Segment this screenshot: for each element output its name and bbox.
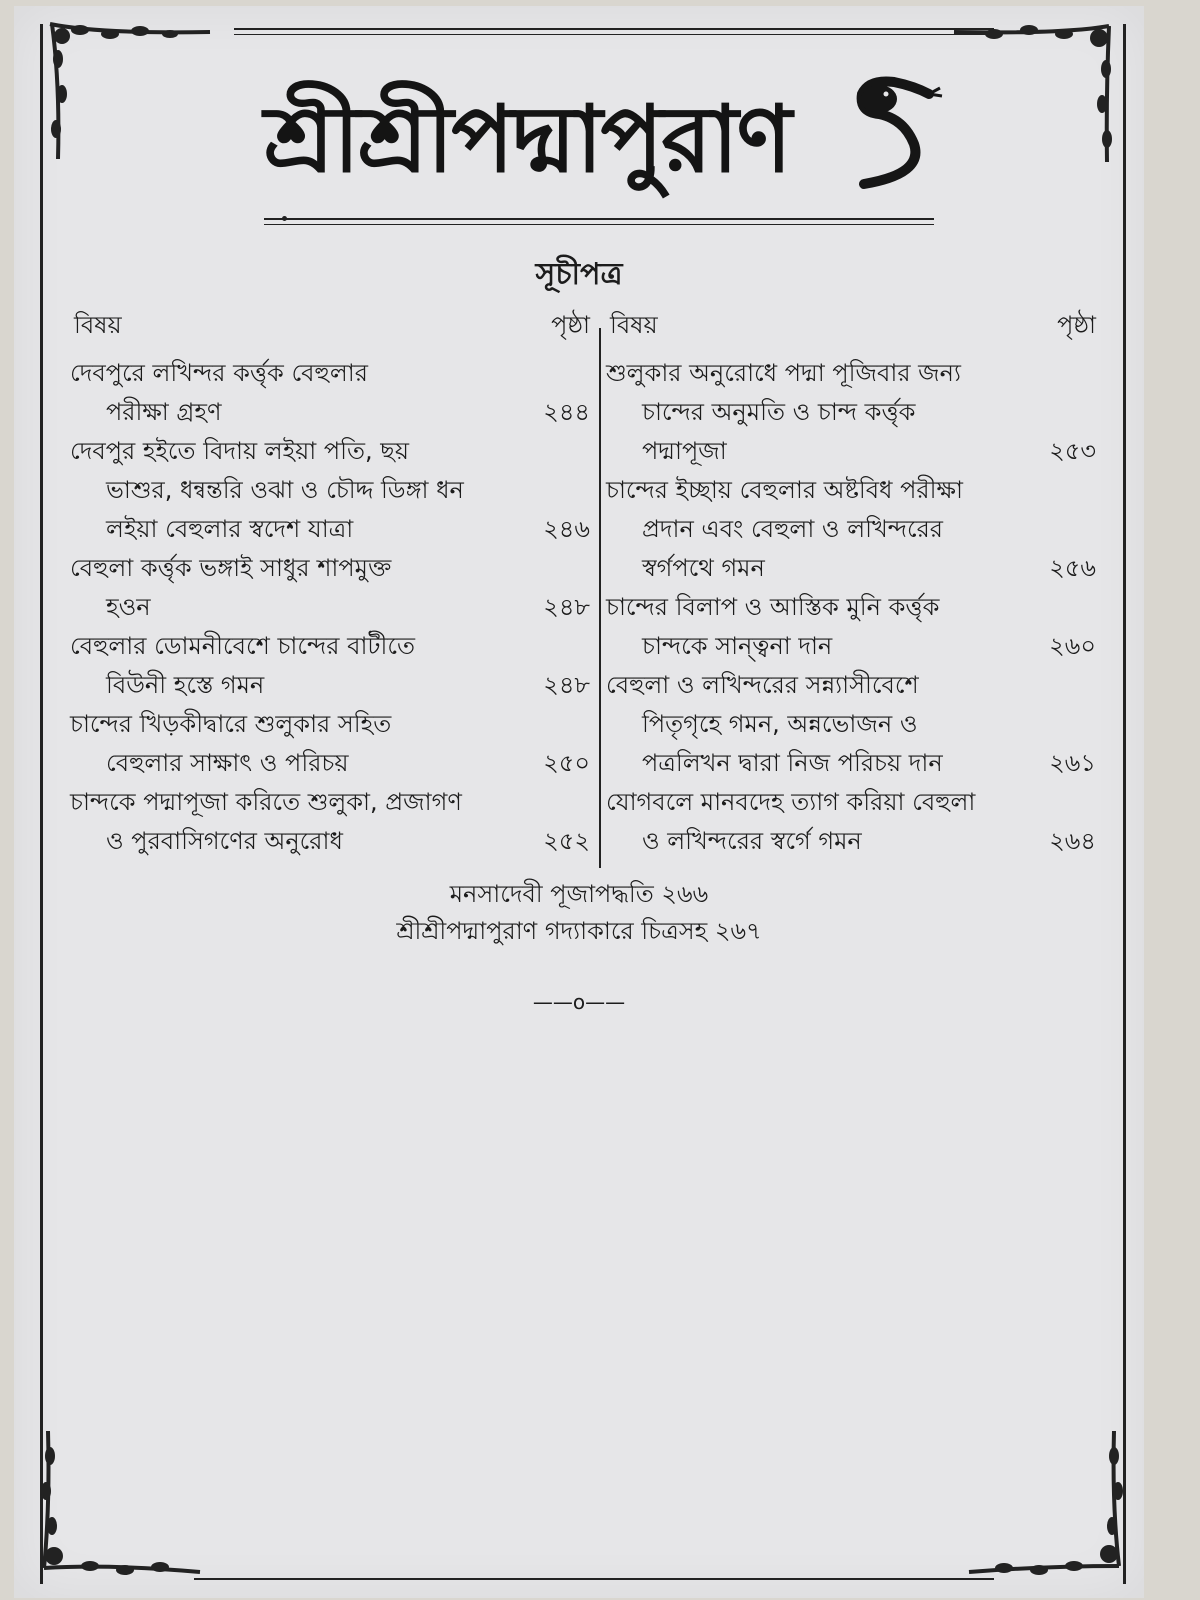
column-divider bbox=[599, 328, 601, 868]
page-header: পৃষ্ঠা bbox=[551, 311, 590, 339]
toc-page-number: ২৬১ bbox=[1049, 749, 1096, 777]
toc-entry bbox=[70, 354, 590, 432]
toc-entry-line: পরীক্ষা গ্রহণ bbox=[106, 398, 222, 426]
footer-line-puja: মনসাদেবী পূজাপদ্ধতি ২৬৬ bbox=[449, 880, 709, 908]
footer-line-prose: শ্রীশ্রীপদ্মাপুরাণ গদ্যাকারে চিত্রসহ ২৬৭ bbox=[396, 917, 762, 945]
toc-entry-line: চান্দকে পদ্মাপূজা করিতে শুলুকা, প্রজাগণ bbox=[70, 788, 462, 816]
corner-ornament-bottom-right bbox=[964, 1426, 1144, 1576]
title-underline bbox=[264, 218, 934, 220]
toc-entry-line: পদ্মাপূজা bbox=[642, 437, 727, 465]
toc-entry-line: চান্দের ইচ্ছায় বেহুলার অষ্টবিধ পরীক্ষা bbox=[606, 476, 963, 504]
title-underline-thin bbox=[264, 224, 934, 225]
toc-entry bbox=[70, 627, 590, 705]
toc-entry-line: চান্দের বিলাপ ও আস্তিক মুনি কর্ত্তৃক bbox=[606, 593, 940, 621]
toc-entry-line: চান্দকে সান্ত্বনা দান bbox=[642, 632, 833, 660]
toc-entry-line: যোগবলে মানবদেহ ত্যাগ করিয়া বেহুলা bbox=[606, 788, 976, 816]
toc-entry-line: দেবপুর হইতে বিদায় লইয়া পতি, ছয় bbox=[70, 437, 409, 465]
toc-entry-line: ও পুরবাসিগণের অনুরোধ bbox=[106, 827, 343, 855]
toc-entry-line: দেবপুরে লখিন্দর কর্ত্তৃক বেহুলার bbox=[70, 359, 368, 387]
top-rule-thin bbox=[234, 34, 994, 35]
toc-page-number: ২৫৩ bbox=[1049, 437, 1096, 465]
toc-entry bbox=[70, 549, 590, 627]
toc-entry bbox=[606, 666, 1096, 783]
toc-page-number: ২৬০ bbox=[1049, 632, 1096, 660]
toc-entry-line: লইয়া বেহুলার স্বদেশ যাত্রা bbox=[106, 515, 354, 543]
corner-ornament-bottom-left bbox=[30, 1426, 210, 1576]
ink-dot bbox=[282, 216, 287, 221]
toc-right-column bbox=[606, 306, 1096, 861]
toc-page-number: ২৪৪ bbox=[543, 398, 590, 426]
toc-page-number: ২৫০ bbox=[543, 749, 590, 777]
corner-ornament-top-right bbox=[944, 14, 1124, 164]
toc-entry-line: পিতৃগৃহে গমন, অন্নভোজন ও bbox=[642, 710, 918, 738]
column-header bbox=[70, 306, 590, 354]
toc-entry bbox=[606, 783, 1096, 861]
toc-entry-line: চান্দের অনুমতি ও চান্দ কর্ত্তৃক bbox=[642, 398, 916, 426]
toc-entry-line: ও লখিন্দরের স্বর্গে গমন bbox=[642, 827, 862, 855]
toc-entry-line: পত্রলিখন দ্বারা নিজ পরিচয় দান bbox=[642, 749, 943, 777]
page-header: পৃষ্ঠা bbox=[1057, 311, 1096, 339]
section-separator: ——o—— bbox=[532, 990, 626, 1014]
toc-entry-line: প্রদান এবং বেহুলা ও লখিন্দরের bbox=[642, 515, 944, 543]
corner-ornament-top-left bbox=[40, 14, 220, 164]
toc-entry-line: হওন bbox=[106, 593, 151, 621]
toc-entry-line: ভাশুর, ধন্বন্তরি ওঝা ও চৌদ্দ ডিঙ্গা ধন bbox=[106, 476, 464, 504]
toc-page-number: ২৪৬ bbox=[543, 515, 590, 543]
toc-entry bbox=[70, 705, 590, 783]
toc-entry-line: শুলুকার অনুরোধে পদ্মা পূজিবার জন্য bbox=[606, 359, 961, 387]
subject-header: বিষয় bbox=[74, 311, 122, 339]
toc-page-number: ২৪৮ bbox=[543, 671, 590, 699]
toc-entry-line: বেহুলার সাক্ষাৎ ও পরিচয় bbox=[106, 749, 349, 777]
bottom-rule bbox=[194, 1578, 994, 1580]
toc-entry-line: স্বর্গপথে গমন bbox=[642, 554, 765, 582]
toc-page-number: ২৪৮ bbox=[543, 593, 590, 621]
toc-entry bbox=[70, 783, 590, 861]
toc-left-column bbox=[70, 306, 590, 861]
toc-entry-line: বেহুলা ও লখিন্দরের সন্ন্যাসীবেশে bbox=[606, 671, 919, 699]
top-rule bbox=[234, 28, 994, 30]
toc-entry-line: বেহুলার ডোমনীবেশে চান্দের বাটীতে bbox=[70, 632, 415, 660]
toc-page-number: ২৬৪ bbox=[1049, 827, 1096, 855]
subject-header: বিষয় bbox=[610, 311, 658, 339]
toc-heading: সূচীপত্র bbox=[535, 257, 623, 292]
toc-entry bbox=[606, 588, 1096, 666]
book-page bbox=[14, 6, 1144, 1598]
book-title: শ্রীশ্রীপদ্মাপুরাণ bbox=[264, 85, 791, 193]
toc-page-number: ২৫২ bbox=[543, 827, 590, 855]
toc-entry-line: বিউনী হস্তে গমন bbox=[106, 671, 265, 699]
toc-entry bbox=[606, 471, 1096, 588]
title-block bbox=[254, 64, 954, 214]
toc-entry-line: চান্দের খিড়কীদ্বারে শুলুকার সহিত bbox=[70, 710, 392, 738]
toc-entry bbox=[70, 432, 590, 549]
toc-page-number: ২৫৬ bbox=[1049, 554, 1096, 582]
cobra-icon bbox=[834, 74, 944, 194]
toc-entry-line: বেহুলা কর্ত্তৃক ভঙ্গাই সাধুর শাপমুক্ত bbox=[70, 554, 392, 582]
column-header bbox=[606, 306, 1096, 354]
toc-entry bbox=[606, 354, 1096, 471]
